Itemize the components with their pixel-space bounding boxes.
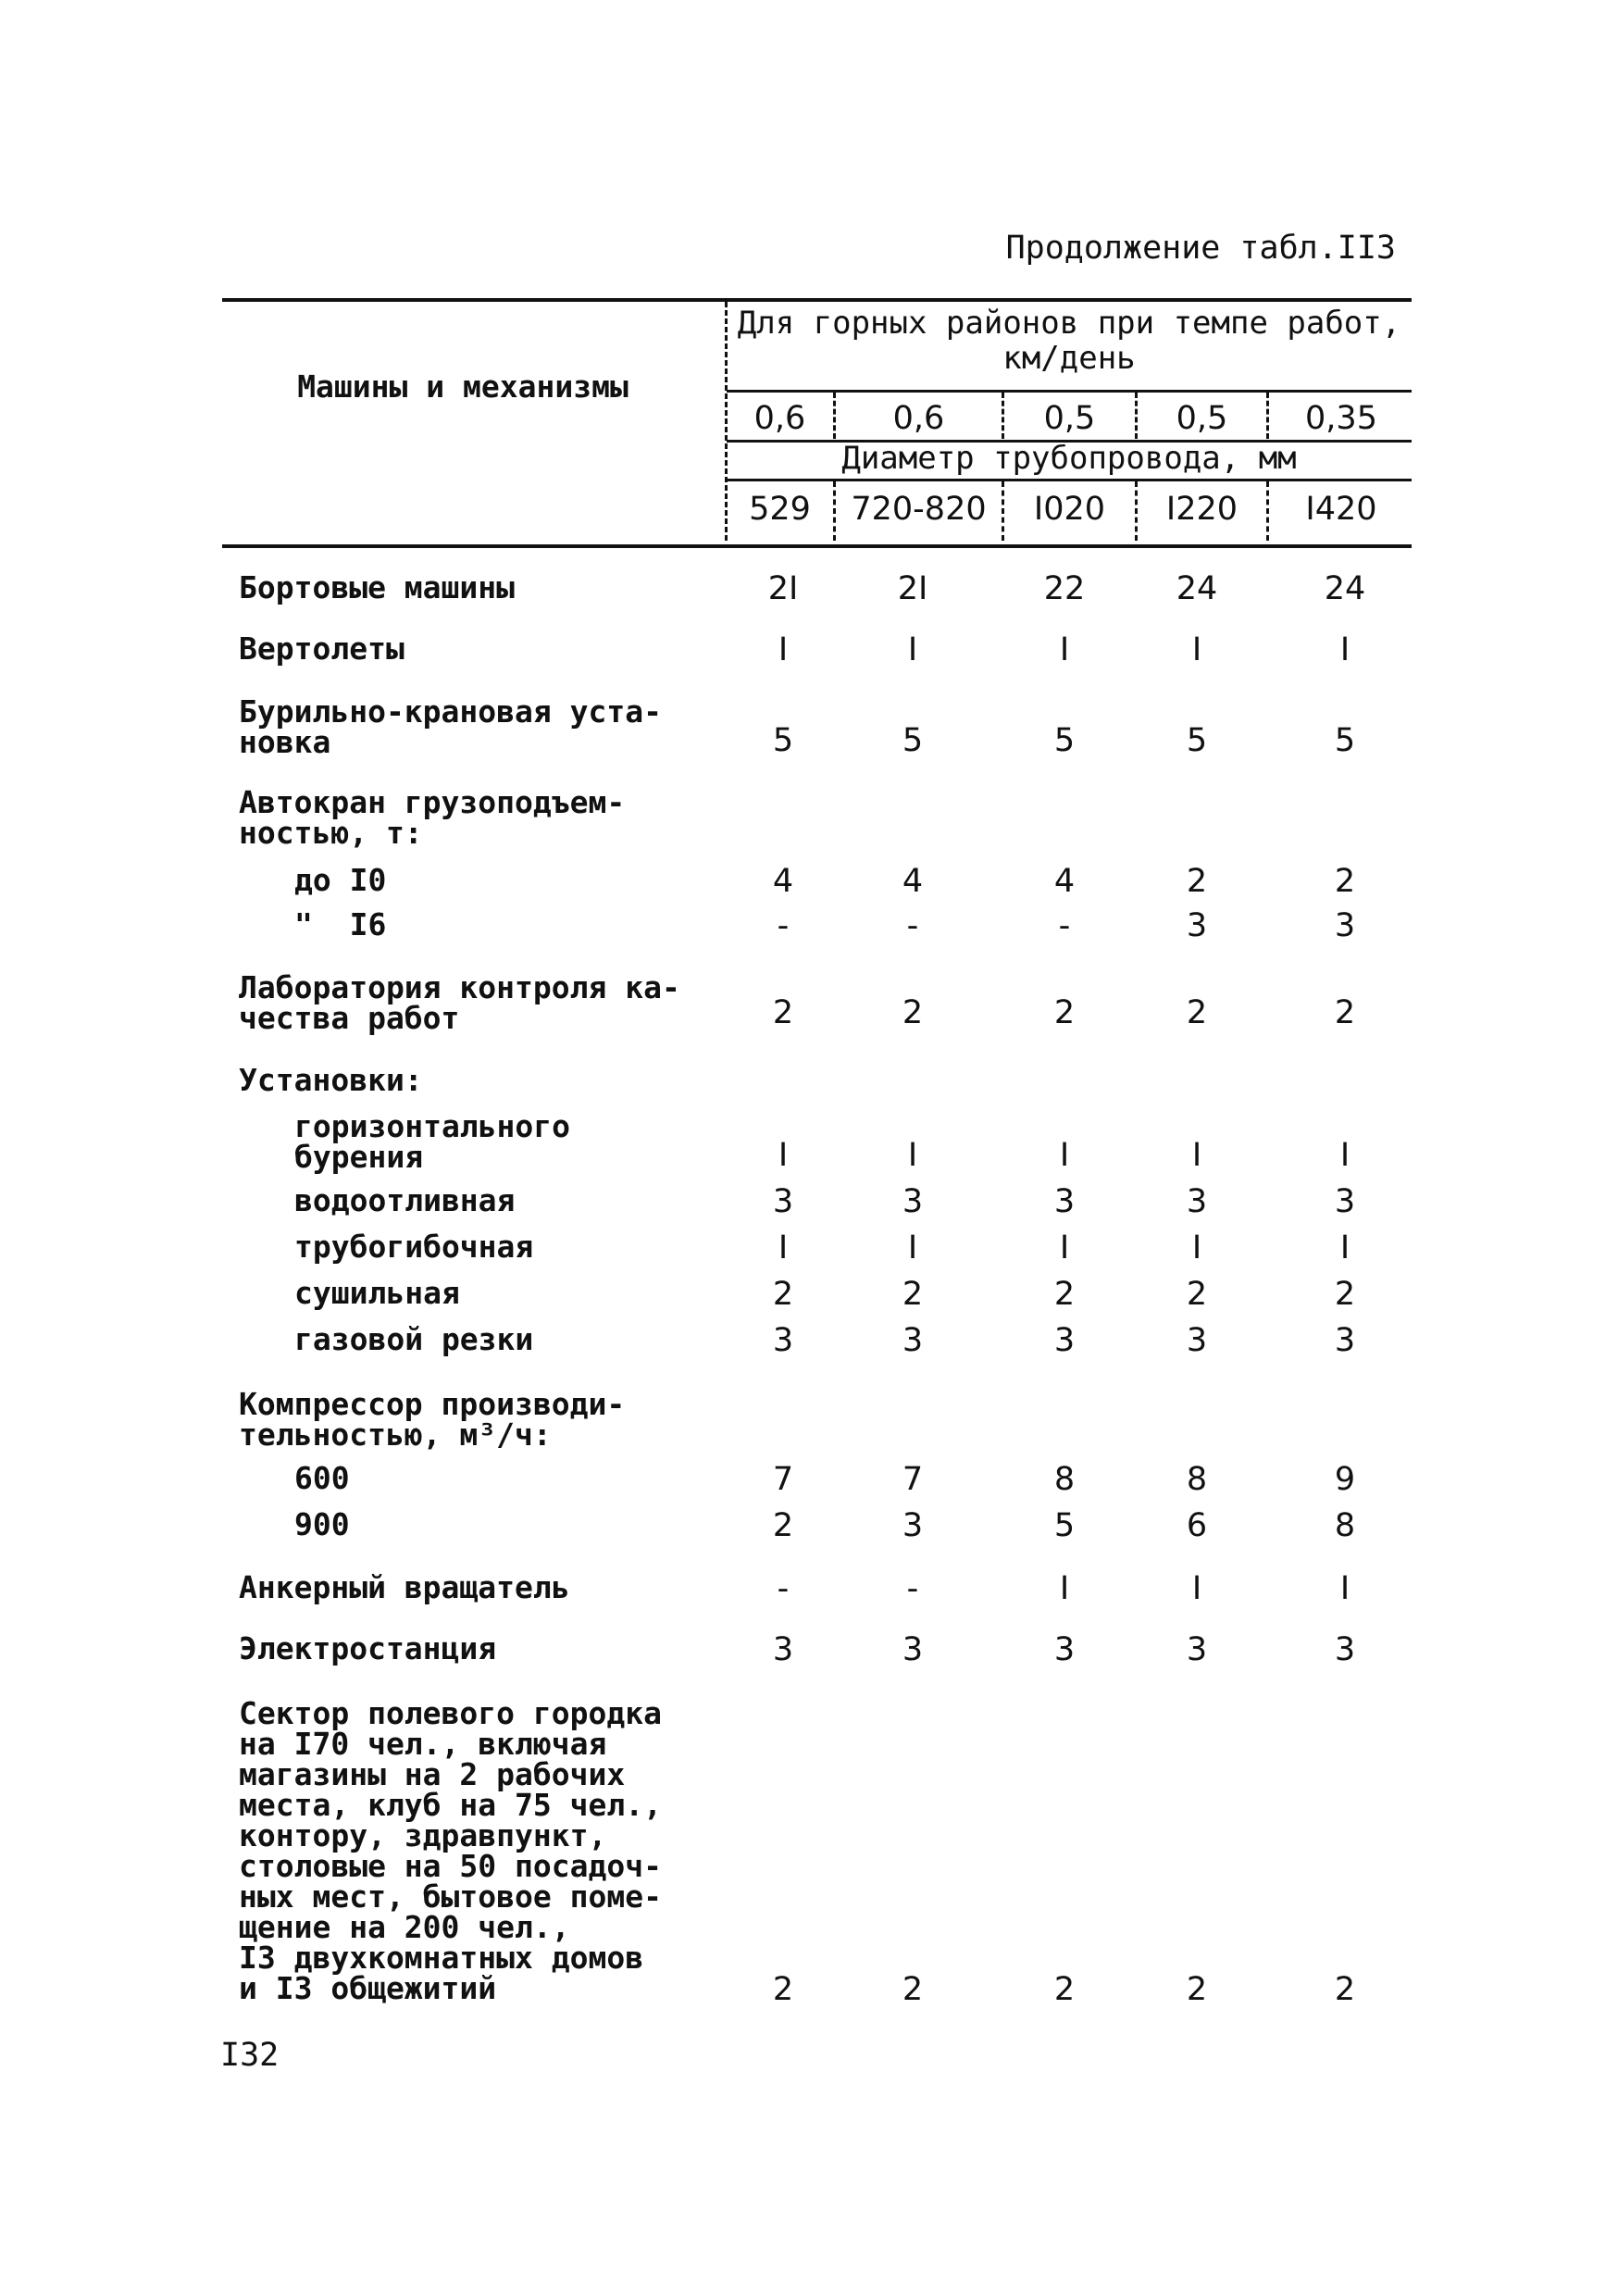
header-vline-2 [833,481,836,541]
row-value: I [778,631,789,668]
row-value: 2 [902,1971,924,2008]
row-value: 3 [772,1183,794,1220]
row-value: I [1339,631,1350,668]
header-tempo-1: 0,6 [753,400,806,437]
row-value: I [1339,1229,1350,1267]
row-value: 5 [1186,722,1208,759]
header-machines: Машины и механизмы [297,368,629,405]
row-label: " I6 [294,906,387,942]
row-value: I [778,1137,789,1174]
row-value: 2 [1186,994,1208,1031]
row-value: 4 [1053,863,1076,900]
row-value: I [907,1137,918,1174]
row-value: 2 [1186,1276,1208,1313]
row-value: I [1191,1229,1202,1267]
row-value: 2 [1053,1971,1076,2008]
row-value: 2 [1053,1276,1076,1313]
header-vline-5 [1135,393,1138,439]
row-value: 2 [1186,1971,1208,2008]
row-value: 6 [1186,1507,1208,1544]
header-tempo-title [727,306,1412,376]
row-value: 2 [772,1971,794,2008]
header-top-rule [222,298,1412,302]
row-value: 3 [1334,1322,1356,1359]
row-value: 5 [772,722,794,759]
header-vline-8 [1266,481,1269,541]
header-tempo-3: 0,5 [1043,400,1096,437]
row-value: I [1059,1137,1070,1174]
row-value: I [1339,1570,1350,1607]
row-value: 3 [1053,1183,1076,1220]
row-value: - [777,1570,790,1607]
header-rule-diameter-bottom [727,479,1412,481]
header-vline-7 [1266,393,1269,439]
row-label: Лаборатория контроля ка- чества работ [239,969,680,1036]
row-value: 3 [902,1507,924,1544]
header-diameter-3: I020 [1033,491,1106,528]
header-tempo-5: 0,35 [1305,400,1377,437]
row-value: 3 [1186,1183,1208,1220]
row-label: сушильная [294,1275,460,1311]
header-tempo-title-line1: Для горных районов при темпе работ, [737,305,1401,342]
header-diameter-5: I420 [1305,491,1377,528]
row-value: 7 [772,1461,794,1498]
row-value: 2 [1186,863,1208,900]
row-value: 3 [772,1631,794,1668]
row-value: 3 [1334,1183,1356,1220]
row-value: - [777,907,790,944]
row-value: I [1059,1570,1070,1607]
row-value: - [906,907,919,944]
row-value: 3 [1186,1322,1208,1359]
row-label: Анкерный вращатель [239,1569,570,1605]
header-vline-3 [1002,393,1004,439]
row-value: I [1059,1229,1070,1267]
row-value: 3 [1053,1631,1076,1668]
row-value: 2 [902,1276,924,1313]
row-value: 2 [1334,994,1356,1031]
row-value: 4 [902,863,924,900]
row-label: 600 [294,1460,350,1496]
row-value: 5 [902,722,924,759]
row-label: Бортовые машины [239,569,516,605]
row-value: 2 [1334,1276,1356,1313]
header-diameter-1: 529 [749,491,811,528]
row-value: 2 [902,994,924,1031]
row-value: I [1191,631,1202,668]
header-tempo-2: 0,6 [892,400,945,437]
row-value: 2 [1334,1971,1356,2008]
row-value: 8 [1053,1461,1076,1498]
row-value: 24 [1324,570,1366,607]
row-value: 2 [772,1507,794,1544]
row-value: 3 [1334,907,1356,944]
header-diameter-2: 720-820 [851,491,987,528]
row-label: Вертолеты [239,630,404,667]
row-value: 3 [772,1322,794,1359]
row-value: 7 [902,1461,924,1498]
page-number: I32 [220,2037,280,2074]
row-label: водоотливная [294,1182,516,1218]
row-label: Компрессор производи- тельностью, м³/ч: [239,1386,626,1453]
row-value: 3 [1186,907,1208,944]
row-value: 5 [1053,1507,1076,1544]
row-value: - [906,1570,919,1607]
header-rule-tempo [727,390,1412,393]
row-value: 22 [1043,570,1086,607]
row-label: Электростанция [239,1630,497,1666]
row-value: 3 [902,1183,924,1220]
row-value: 9 [1334,1461,1356,1498]
row-value: I [907,631,918,668]
row-value: 2 [1053,994,1076,1031]
row-value: I [1191,1570,1202,1607]
header-vline-6 [1135,481,1138,541]
row-value: 2 [772,994,794,1031]
row-value: 8 [1334,1507,1356,1544]
row-value: I [1191,1137,1202,1174]
row-label: Автокран грузоподъем- ностью, т: [239,784,626,851]
row-label: газовой резки [294,1321,534,1357]
row-label: Сектор полевого городка на I70 чел., включая магазины на 2 рабочих места, клуб на 75 чел., контору, здравпункт, столовые на 50 посадоч- ных мест, бытовое поме- щение на 200 чел., I3 двухкомнатных домов и I3 общежитий [239,1695,662,2006]
header-bottom-rule [222,544,1412,548]
row-label: Установки: [239,1062,423,1098]
row-label: трубогибочная [294,1229,534,1265]
row-value: 3 [1053,1322,1076,1359]
row-value: 3 [902,1631,924,1668]
row-value: 3 [902,1322,924,1359]
row-label: до I0 [294,862,387,898]
header-diameter-4: I220 [1165,491,1238,528]
row-value: 2 [772,1276,794,1313]
row-value: 2I [897,570,928,607]
header-tempo-title-line2: км/день [1002,340,1136,377]
row-value: - [1058,907,1071,944]
row-value: 5 [1053,722,1076,759]
header-diameter-label: Диаметр трубопровода, мм [841,440,1297,477]
row-value: 24 [1176,570,1218,607]
row-value: 5 [1334,722,1356,759]
header-vline-4 [1002,481,1004,541]
row-value: I [778,1229,789,1267]
row-label: горизонтального бурения [294,1108,571,1175]
header-tempo-4: 0,5 [1176,400,1228,437]
table-caption: Продолжение табл.II3 [1005,230,1396,267]
header-vline-1 [833,393,836,439]
row-value: 3 [1186,1631,1208,1668]
row-value: 8 [1186,1461,1208,1498]
row-value: 2 [1334,863,1356,900]
row-value: I [1059,631,1070,668]
row-value: 4 [772,863,794,900]
row-value: 2I [767,570,799,607]
row-value: 3 [1334,1631,1356,1668]
row-value: I [1339,1137,1350,1174]
row-value: I [907,1229,918,1267]
row-label: Бурильно-крановая уста- новка [239,693,662,760]
row-label: 900 [294,1506,350,1542]
